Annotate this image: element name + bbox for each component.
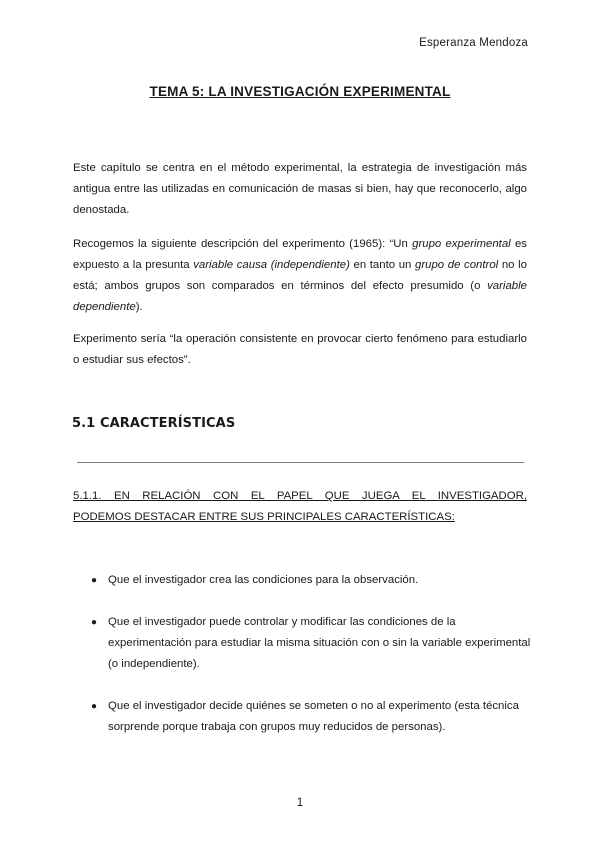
subsection-heading-line-2: PODEMOS DESTACAR ENTRE SUS PRINCIPALES CARACTERÍSTICAS: xyxy=(73,511,455,523)
description-paragraph xyxy=(73,234,527,318)
text-run: ). xyxy=(135,301,143,313)
bullet-icon: ● xyxy=(91,701,98,712)
list-item: Que el investigador crea las condiciones para la observación. xyxy=(108,574,419,586)
italic-term-variable-causa: variable causa (independiente) xyxy=(193,259,350,271)
text-run: no lo está; ambos grupos son comparados en términos del efecto presumido (o xyxy=(73,259,527,292)
italic-term-grupo-de-control: grupo de control xyxy=(415,259,499,271)
italic-term-grupo-experimental: grupo experimental xyxy=(412,238,511,250)
text-run: en tanto un xyxy=(349,259,415,271)
document-title: TEMA 5: LA INVESTIGACIÓN EXPERIMENTAL xyxy=(149,84,451,99)
intro-paragraph: Este capítulo se centra en el método experimental, la estrategia de investigación más antigua entre las utilizadas en comunicación de masas si bien, hay que reconocerlo, algo denostada. xyxy=(73,162,527,216)
bullet-icon: ● xyxy=(91,575,98,586)
definition-paragraph: Experimento sería “la operación consistente en provocar cierto fenómeno para estudiarlo o estudiar sus efectos”. xyxy=(73,333,527,366)
list-item: Que el investigador puede controlar y modificar las condiciones de la experimentación para estudiar la misma situación con o sin la variable experimental (o independiente). xyxy=(108,616,531,670)
section-heading: 5.1 CARACTERÍSTICAS xyxy=(72,416,236,431)
page-number: 1 xyxy=(296,797,304,809)
horizontal-divider xyxy=(77,462,524,463)
text-run: es expuesto a la presunta xyxy=(73,238,527,271)
bullet-icon: ● xyxy=(91,617,98,628)
header-author: Esperanza Mendoza xyxy=(419,37,528,49)
list-item: Que el investigador decide quiénes se someten o no al experimento (esta técnica sorprende porque trabaja con grupos muy reducidos de personas). xyxy=(108,700,519,733)
italic-term-variable-dependiente: variable dependiente xyxy=(73,280,527,313)
text-run: Recogemos la siguiente descripción del experimento (1965): “Un xyxy=(73,238,413,250)
subsection-heading-line-1: 5.1.1. EN RELACIÓN CON EL PAPEL QUE JUEGA EL INVESTIGADOR, xyxy=(73,490,527,502)
subsection-heading xyxy=(73,486,527,528)
